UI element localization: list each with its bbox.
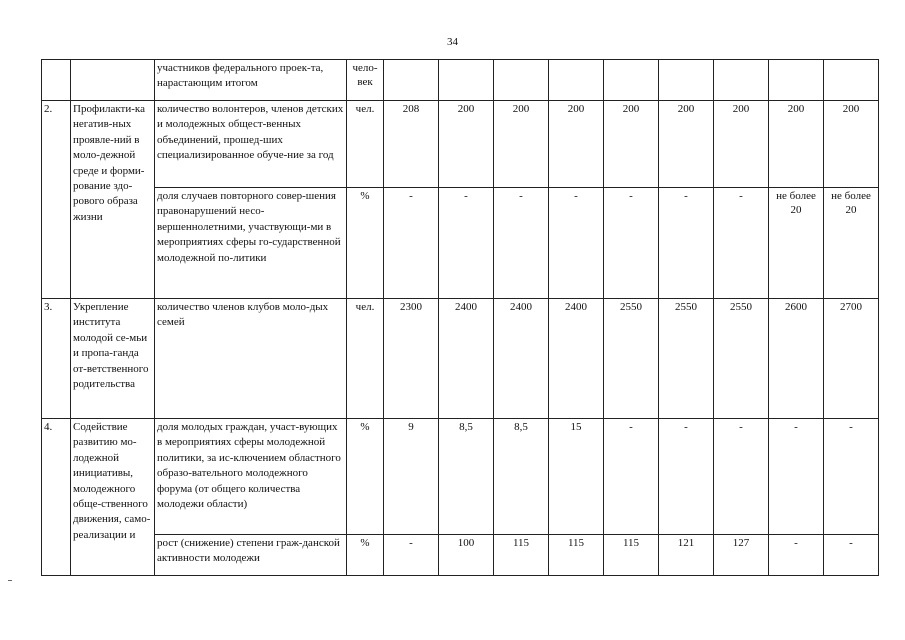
value-cell: - xyxy=(384,535,439,576)
value-cell: 2600 xyxy=(769,299,824,419)
value-cell xyxy=(824,60,879,101)
value-cell: - xyxy=(494,188,549,299)
value-cell: 2550 xyxy=(604,299,659,419)
value-cell: 8,5 xyxy=(494,419,549,535)
value-cell xyxy=(769,60,824,101)
value-cell: 200 xyxy=(549,101,604,188)
value-cell: - xyxy=(604,188,659,299)
value-cell: 200 xyxy=(659,101,714,188)
value-cell xyxy=(659,60,714,101)
row-number: 4. xyxy=(42,419,71,576)
value-cell: - xyxy=(714,419,769,535)
indicator-name: доля молодых граждан, участ-вующих в мероприятиях сферы молодежной политики, за ис-ключением областного образо-вательного молодежного форума (от общего количества молодежи области) xyxy=(155,419,347,535)
task-name xyxy=(71,60,155,101)
page-number: 34 xyxy=(447,36,458,48)
value-cell: 8,5 xyxy=(439,419,494,535)
table-row xyxy=(42,188,879,299)
unit-cell: чел. xyxy=(347,299,384,419)
indicator-name: доля случаев повторного совер-шения правонарушений несо-вершеннолетними, участвующи-ми в мероприятиях сферы го-сударственной молодежной по-литики xyxy=(155,188,347,299)
value-cell: не более 20 xyxy=(824,188,879,299)
value-cell: - xyxy=(384,188,439,299)
value-cell: 115 xyxy=(494,535,549,576)
value-cell: 200 xyxy=(494,101,549,188)
value-cell: - xyxy=(824,535,879,576)
value-cell xyxy=(494,60,549,101)
unit-cell: чело-век xyxy=(347,60,384,101)
value-cell: - xyxy=(824,419,879,535)
row-number: 2. xyxy=(42,101,71,299)
table-row xyxy=(42,299,879,419)
value-cell: 9 xyxy=(384,419,439,535)
value-cell: 115 xyxy=(604,535,659,576)
value-cell: - xyxy=(439,188,494,299)
task-name: Профилакти-ка негатив-ных проявле-ний в моло-дежной среде и форми-рование здо-рового образа жизни xyxy=(71,101,155,299)
value-cell: - xyxy=(769,535,824,576)
value-cell: 200 xyxy=(824,101,879,188)
value-cell: 115 xyxy=(549,535,604,576)
value-cell: 2550 xyxy=(714,299,769,419)
unit-cell: % xyxy=(347,535,384,576)
value-cell: 15 xyxy=(549,419,604,535)
value-cell: 200 xyxy=(439,101,494,188)
indicator-name: рост (снижение) степени граж-данской активности молодежи xyxy=(155,535,347,576)
value-cell: - xyxy=(604,419,659,535)
value-cell: не более 20 xyxy=(769,188,824,299)
task-name: Содействие развитию мо-лодежной инициативы, молодежного обще-ственного движения, само-реализации и xyxy=(71,419,155,576)
value-cell: 2400 xyxy=(439,299,494,419)
value-cell xyxy=(604,60,659,101)
unit-cell: % xyxy=(347,188,384,299)
value-cell xyxy=(549,60,604,101)
value-cell: 100 xyxy=(439,535,494,576)
table-row xyxy=(42,60,879,101)
value-cell: - xyxy=(549,188,604,299)
value-cell: 127 xyxy=(714,535,769,576)
indicator-name: количество членов клубов моло-дых семей xyxy=(155,299,347,419)
table-row xyxy=(42,419,879,535)
value-cell: 2700 xyxy=(824,299,879,419)
value-cell: 200 xyxy=(604,101,659,188)
value-cell: 208 xyxy=(384,101,439,188)
indicators-table xyxy=(41,59,879,576)
value-cell xyxy=(384,60,439,101)
value-cell: - xyxy=(659,419,714,535)
value-cell xyxy=(714,60,769,101)
value-cell xyxy=(439,60,494,101)
unit-cell: чел. xyxy=(347,101,384,188)
value-cell: 2400 xyxy=(549,299,604,419)
value-cell: 2300 xyxy=(384,299,439,419)
value-cell: 200 xyxy=(769,101,824,188)
indicator-name: участников федерального проек-та, нарастающим итогом xyxy=(155,60,347,101)
table-row xyxy=(42,535,879,576)
value-cell: 200 xyxy=(714,101,769,188)
indicator-name: количество волонтеров, членов детских и молодежных общест-венных объединений, прошед-ших специализированное обуче-ние за год xyxy=(155,101,347,188)
value-cell: - xyxy=(769,419,824,535)
value-cell: 2550 xyxy=(659,299,714,419)
value-cell: - xyxy=(659,188,714,299)
margin-mark xyxy=(8,580,12,581)
task-name: Укрепление института молодой се-мьи и пропа-ганда от-ветственного родительства xyxy=(71,299,155,419)
value-cell: - xyxy=(714,188,769,299)
row-number: 3. xyxy=(42,299,71,419)
value-cell: 2400 xyxy=(494,299,549,419)
value-cell: 121 xyxy=(659,535,714,576)
unit-cell: % xyxy=(347,419,384,535)
table-row xyxy=(42,101,879,188)
row-number xyxy=(42,60,71,101)
